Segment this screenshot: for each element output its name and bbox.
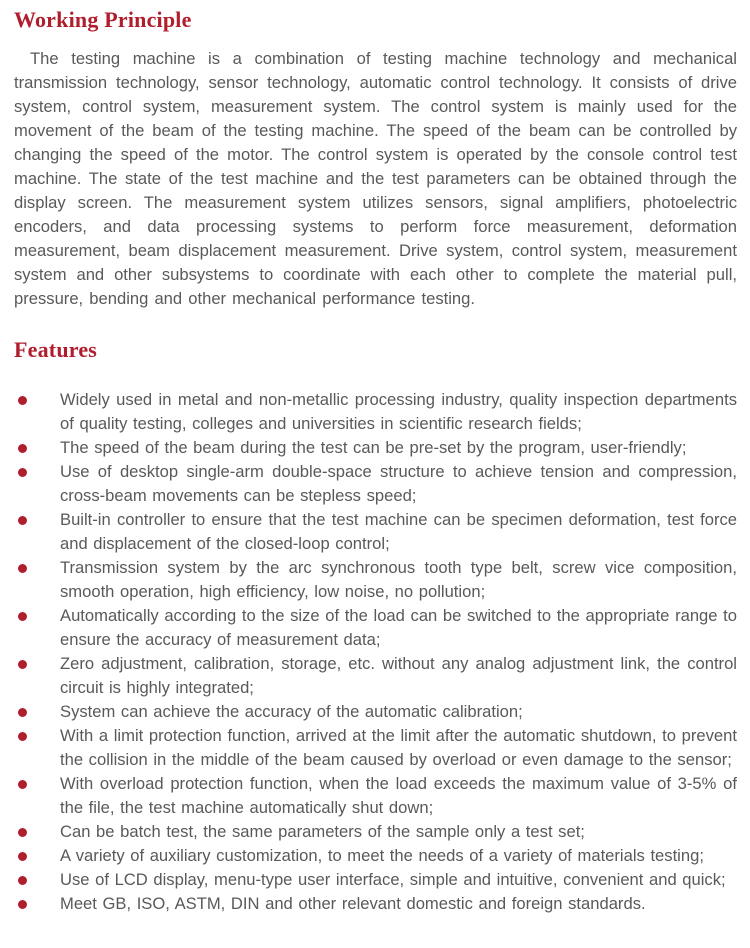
feature-item-text: Meet GB, ISO, ASTM, DIN and other relevant domestic and foreign standards.	[60, 894, 646, 913]
feature-item-text: Built-in controller to ensure that the test machine can be specimen deformation, test force and displacement of the closed-loop control;	[60, 510, 737, 553]
feature-item-text: Widely used in metal and non-metallic processing industry, quality inspection departments of quality testing, colleges and universities in scientific research fields;	[60, 390, 737, 433]
bullet-icon	[18, 516, 27, 525]
feature-item	[14, 772, 737, 820]
feature-item-text: Automatically according to the size of the load can be switched to the appropriate range to ensure the accuracy of measurement data;	[60, 606, 737, 649]
feature-item-text: With a limit protection function, arrived at the limit after the automatic shutdown, to prevent the collision in the middle of the beam caused by overload or even damage to the sensor;	[60, 726, 737, 769]
feature-item	[14, 700, 737, 724]
bullet-icon	[18, 780, 27, 789]
feature-item	[14, 508, 737, 556]
bullet-icon	[18, 396, 27, 405]
bullet-icon	[18, 732, 27, 741]
feature-item	[14, 724, 737, 772]
bullet-icon	[18, 876, 27, 885]
feature-item-text: A variety of auxiliary customization, to meet the needs of a variety of materials testing;	[60, 846, 704, 865]
feature-item	[14, 868, 737, 892]
bullet-icon	[18, 444, 27, 453]
feature-item-text: System can achieve the accuracy of the automatic calibration;	[60, 702, 523, 721]
feature-item-text: Zero adjustment, calibration, storage, etc. without any analog adjustment link, the control circuit is highly integrated;	[60, 654, 737, 697]
feature-item-text: Can be batch test, the same parameters of the sample only a test set;	[60, 822, 585, 841]
bullet-icon	[18, 612, 27, 621]
feature-item	[14, 460, 737, 508]
feature-item-text: Use of desktop single-arm double-space structure to achieve tension and compression, cross-beam movements can be stepless speed;	[60, 462, 737, 505]
working-principle-heading: Working Principle	[14, 7, 192, 32]
feature-item	[14, 652, 737, 700]
bullet-icon	[18, 852, 27, 861]
bullet-icon	[18, 564, 27, 573]
features-heading: Features	[14, 337, 98, 362]
feature-item	[14, 892, 737, 916]
feature-item	[14, 820, 737, 844]
feature-item	[14, 436, 737, 460]
features-list	[14, 388, 737, 916]
feature-item-text: The speed of the beam during the test can be pre-set by the program, user-friendly;	[60, 438, 687, 457]
feature-item	[14, 604, 737, 652]
feature-item-text: Transmission system by the arc synchronous tooth type belt, screw vice composition, smooth operation, high efficiency, low noise, no pollution;	[60, 558, 737, 601]
bullet-icon	[18, 900, 27, 909]
working-principle-paragraph: The testing machine is a combination of testing machine technology and mechanical transmission technology, sensor technology, automatic control technology. It consists of drive system, control system, measurement system. The control system is mainly used for the movement of the beam of the testing machine. The speed of the beam can be controlled by changing the speed of the motor. The control system is operated by the console control test machine. The state of the test machine and the test parameters can be obtained through the display screen. The measurement system utilizes sensors, signal amplifiers, photoelectric encoders, and data processing systems to perform force measurement, deformation measurement, beam displacement measurement. Drive system, control system, measurement system and other subsystems to coordinate with each other to complete the material pull, pressure, bending and other mechanical performance testing.	[14, 49, 737, 308]
feature-item	[14, 844, 737, 868]
bullet-icon	[18, 828, 27, 837]
bullet-icon	[18, 468, 27, 477]
bullet-icon	[18, 660, 27, 669]
feature-item	[14, 556, 737, 604]
feature-item-text: Use of LCD display, menu-type user interface, simple and intuitive, convenient and quick;	[60, 870, 726, 889]
bullet-icon	[18, 708, 27, 717]
feature-item-text: With overload protection function, when the load exceeds the maximum value of 3-5% of the file, the test machine automatically shut down;	[60, 774, 737, 817]
feature-item	[14, 388, 737, 436]
